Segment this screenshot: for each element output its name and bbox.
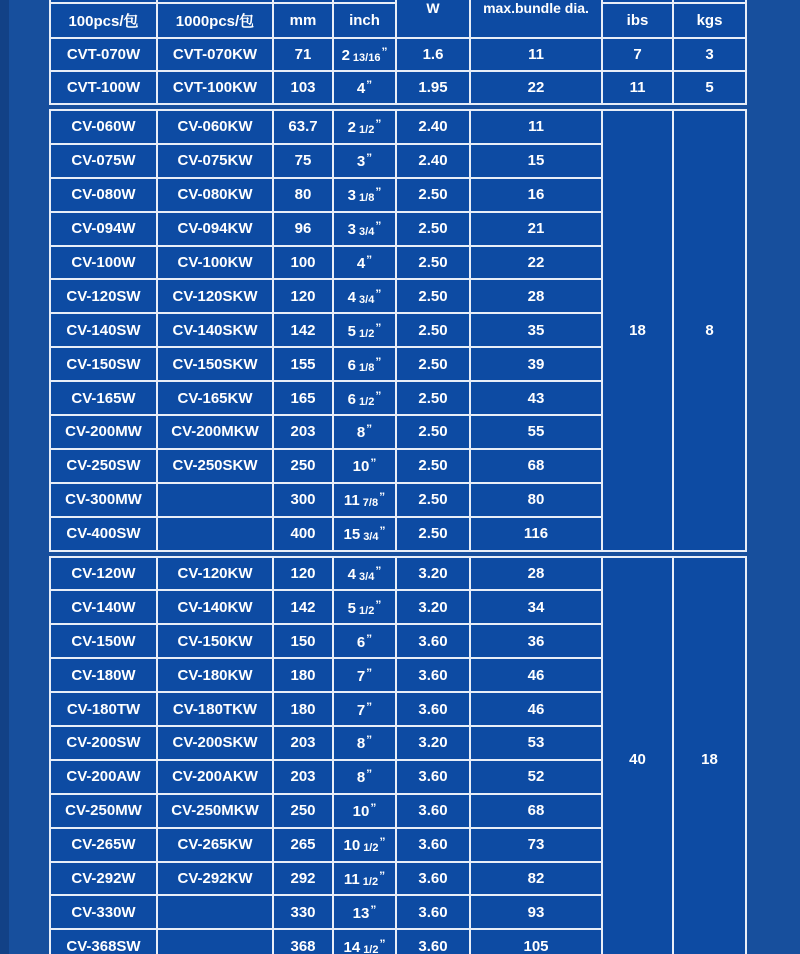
w-cell: 2.50 bbox=[397, 416, 469, 448]
w-cell: 2.50 bbox=[397, 382, 469, 414]
model-100-cell: CV-200MW bbox=[51, 416, 156, 448]
model-1000-cell: CV-150SKW bbox=[158, 348, 272, 380]
spec-table-group-2 bbox=[49, 109, 747, 552]
kgs-cell: 3 bbox=[674, 39, 745, 70]
model-1000-cell bbox=[158, 930, 272, 954]
spec-table-group-3 bbox=[49, 556, 747, 954]
model-1000-cell: CV-140SKW bbox=[158, 314, 272, 346]
inch-cell: 2 1/2” bbox=[334, 111, 395, 143]
w-cell: 3.60 bbox=[397, 795, 469, 827]
model-1000-cell: CV-265KW bbox=[158, 829, 272, 861]
inch-cell: 14 1/2” bbox=[334, 930, 395, 954]
bundle-dia-cell: 68 bbox=[471, 795, 601, 827]
bundle-dia-cell: 22 bbox=[471, 72, 601, 103]
inch-cell: 5 1/2” bbox=[334, 591, 395, 623]
ibs-merged-cell: 40 bbox=[603, 558, 672, 954]
model-1000-cell: CV-094KW bbox=[158, 213, 272, 245]
mm-cell: 203 bbox=[274, 727, 332, 759]
table-cell-stub bbox=[603, 0, 672, 2]
w-cell: 3.60 bbox=[397, 863, 469, 895]
model-1000-cell: CV-165KW bbox=[158, 382, 272, 414]
bundle-dia-cell: 11 bbox=[471, 39, 601, 70]
inch-cell: 11 7/8” bbox=[334, 484, 395, 516]
model-100-cell: CV-400SW bbox=[51, 518, 156, 550]
inch-cell: 3 1/8” bbox=[334, 179, 395, 211]
bundle-dia-cell: 82 bbox=[471, 863, 601, 895]
mm-cell: 103 bbox=[274, 72, 332, 103]
model-100-cell: CV-180W bbox=[51, 659, 156, 691]
bundle-dia-cell: 68 bbox=[471, 450, 601, 482]
w-cell: 3.60 bbox=[397, 896, 469, 928]
mm-cell: 96 bbox=[274, 213, 332, 245]
table-cell-stub bbox=[274, 0, 332, 2]
model-100-cell: CVT-100W bbox=[51, 72, 156, 103]
model-1000-cell: CV-120KW bbox=[158, 558, 272, 590]
model-1000-cell: CV-150KW bbox=[158, 625, 272, 657]
inch-cell: 8” bbox=[334, 416, 395, 448]
kgs-merged-cell: 8 bbox=[674, 111, 745, 550]
model-1000-cell bbox=[158, 518, 272, 550]
inch-cell: 11 1/2” bbox=[334, 863, 395, 895]
mm-cell: 400 bbox=[274, 518, 332, 550]
bundle-dia-cell: 28 bbox=[471, 280, 601, 312]
bundle-dia-cell: 43 bbox=[471, 382, 601, 414]
bundle-dia-cell: 80 bbox=[471, 484, 601, 516]
inch-cell: 4” bbox=[334, 247, 395, 279]
mm-cell: 142 bbox=[274, 314, 332, 346]
w-cell: 1.95 bbox=[397, 72, 469, 103]
inch-cell: 15 3/4” bbox=[334, 518, 395, 550]
bundle-dia-cell: 15 bbox=[471, 145, 601, 177]
model-1000-cell: CV-060KW bbox=[158, 111, 272, 143]
w-cell: 2.50 bbox=[397, 518, 469, 550]
bundle-dia-cell: 22 bbox=[471, 247, 601, 279]
inch-cell: 6 1/8” bbox=[334, 348, 395, 380]
w-cell: 2.50 bbox=[397, 280, 469, 312]
bundle-dia-cell: 34 bbox=[471, 591, 601, 623]
header-max-bundle-dia: max.bundle dia. bbox=[471, 0, 601, 37]
bundle-dia-cell: 93 bbox=[471, 896, 601, 928]
inch-cell: 4” bbox=[334, 72, 395, 103]
model-1000-cell: CV-140KW bbox=[158, 591, 272, 623]
spec-table bbox=[49, 0, 747, 954]
mm-cell: 265 bbox=[274, 829, 332, 861]
table-cell-stub bbox=[674, 0, 745, 2]
inch-cell: 6” bbox=[334, 625, 395, 657]
inch-cell: 4 3/4” bbox=[334, 558, 395, 590]
inch-cell: 5 1/2” bbox=[334, 314, 395, 346]
model-100-cell: CV-330W bbox=[51, 896, 156, 928]
mm-cell: 120 bbox=[274, 280, 332, 312]
model-100-cell: CV-120W bbox=[51, 558, 156, 590]
model-100-cell: CV-140W bbox=[51, 591, 156, 623]
bundle-dia-cell: 53 bbox=[471, 727, 601, 759]
inch-cell: 8” bbox=[334, 727, 395, 759]
w-cell: 2.50 bbox=[397, 450, 469, 482]
model-100-cell: CV-292W bbox=[51, 863, 156, 895]
inch-cell: 6 1/2” bbox=[334, 382, 395, 414]
model-1000-cell: CV-200SKW bbox=[158, 727, 272, 759]
w-cell: 2.50 bbox=[397, 213, 469, 245]
inch-cell: 10 1/2” bbox=[334, 829, 395, 861]
model-100-cell: CV-300MW bbox=[51, 484, 156, 516]
bundle-dia-cell: 46 bbox=[471, 693, 601, 725]
inch-cell: 3 3/4” bbox=[334, 213, 395, 245]
header-kgs: kgs bbox=[674, 4, 745, 37]
header-inch: inch bbox=[334, 4, 395, 37]
mm-cell: 150 bbox=[274, 625, 332, 657]
model-100-cell: CV-368SW bbox=[51, 930, 156, 954]
inch-cell: 7” bbox=[334, 693, 395, 725]
w-cell: 3.60 bbox=[397, 829, 469, 861]
model-100-cell: CV-165W bbox=[51, 382, 156, 414]
w-cell: 2.50 bbox=[397, 179, 469, 211]
mm-cell: 250 bbox=[274, 450, 332, 482]
mm-cell: 71 bbox=[274, 39, 332, 70]
kgs-merged-cell: 18 bbox=[674, 558, 745, 954]
model-1000-cell: CVT-100KW bbox=[158, 72, 272, 103]
model-100-cell: CV-180TW bbox=[51, 693, 156, 725]
w-cell: 3.60 bbox=[397, 625, 469, 657]
w-cell: 2.40 bbox=[397, 111, 469, 143]
model-100-cell: CVT-070W bbox=[51, 39, 156, 70]
mm-cell: 203 bbox=[274, 416, 332, 448]
bundle-dia-cell: 116 bbox=[471, 518, 601, 550]
header-1000pcs-per-bag: 1000pcs/包 bbox=[158, 4, 272, 37]
bundle-dia-cell: 52 bbox=[471, 761, 601, 793]
mm-cell: 142 bbox=[274, 591, 332, 623]
inch-cell: 4 3/4” bbox=[334, 280, 395, 312]
model-100-cell: CV-200AW bbox=[51, 761, 156, 793]
bundle-dia-cell: 46 bbox=[471, 659, 601, 691]
ibs-cell: 7 bbox=[603, 39, 672, 70]
ibs-merged-cell: 18 bbox=[603, 111, 672, 550]
bundle-dia-cell: 39 bbox=[471, 348, 601, 380]
model-100-cell: CV-140SW bbox=[51, 314, 156, 346]
w-cell: 3.60 bbox=[397, 693, 469, 725]
bundle-dia-cell: 21 bbox=[471, 213, 601, 245]
mm-cell: 180 bbox=[274, 659, 332, 691]
model-100-cell: CV-094W bbox=[51, 213, 156, 245]
model-100-cell: CV-060W bbox=[51, 111, 156, 143]
model-1000-cell: CV-075KW bbox=[158, 145, 272, 177]
w-cell: 3.20 bbox=[397, 558, 469, 590]
mm-cell: 63.7 bbox=[274, 111, 332, 143]
w-cell: 3.60 bbox=[397, 659, 469, 691]
header-100pcs-per-bag: 100pcs/包 bbox=[51, 4, 156, 37]
w-cell: 3.60 bbox=[397, 930, 469, 954]
model-1000-cell bbox=[158, 484, 272, 516]
model-100-cell: CV-100W bbox=[51, 247, 156, 279]
spec-table-header-section bbox=[49, 0, 747, 105]
left-edge-shade bbox=[0, 0, 9, 954]
w-cell: 2.50 bbox=[397, 247, 469, 279]
bundle-dia-cell: 105 bbox=[471, 930, 601, 954]
model-1000-cell: CV-292KW bbox=[158, 863, 272, 895]
model-1000-cell: CVT-070KW bbox=[158, 39, 272, 70]
bundle-dia-cell: 28 bbox=[471, 558, 601, 590]
model-100-cell: CV-150W bbox=[51, 625, 156, 657]
kgs-cell: 5 bbox=[674, 72, 745, 103]
bundle-dia-cell: 73 bbox=[471, 829, 601, 861]
table-cell-stub bbox=[334, 0, 395, 2]
mm-cell: 180 bbox=[274, 693, 332, 725]
mm-cell: 250 bbox=[274, 795, 332, 827]
bundle-dia-cell: 36 bbox=[471, 625, 601, 657]
inch-cell: 10” bbox=[334, 450, 395, 482]
model-1000-cell: CV-100KW bbox=[158, 247, 272, 279]
inch-cell: 3” bbox=[334, 145, 395, 177]
inch-cell: 8” bbox=[334, 761, 395, 793]
mm-cell: 300 bbox=[274, 484, 332, 516]
mm-cell: 75 bbox=[274, 145, 332, 177]
model-1000-cell: CV-120SKW bbox=[158, 280, 272, 312]
model-100-cell: CV-120SW bbox=[51, 280, 156, 312]
w-cell: 2.50 bbox=[397, 314, 469, 346]
model-1000-cell: CV-180TKW bbox=[158, 693, 272, 725]
w-cell: 2.50 bbox=[397, 484, 469, 516]
mm-cell: 165 bbox=[274, 382, 332, 414]
model-1000-cell bbox=[158, 896, 272, 928]
table-cell-stub bbox=[158, 0, 272, 2]
w-cell: 2.50 bbox=[397, 348, 469, 380]
mm-cell: 203 bbox=[274, 761, 332, 793]
w-cell: 3.20 bbox=[397, 727, 469, 759]
bundle-dia-cell: 16 bbox=[471, 179, 601, 211]
model-100-cell: CV-200SW bbox=[51, 727, 156, 759]
model-1000-cell: CV-250SKW bbox=[158, 450, 272, 482]
model-100-cell: CV-150SW bbox=[51, 348, 156, 380]
ibs-cell: 11 bbox=[603, 72, 672, 103]
mm-cell: 120 bbox=[274, 558, 332, 590]
model-1000-cell: CV-250MKW bbox=[158, 795, 272, 827]
mm-cell: 100 bbox=[274, 247, 332, 279]
bundle-dia-cell: 55 bbox=[471, 416, 601, 448]
table-cell-stub bbox=[51, 0, 156, 2]
w-cell: 3.20 bbox=[397, 591, 469, 623]
header-width-w: W bbox=[397, 0, 469, 37]
model-1000-cell: CV-080KW bbox=[158, 179, 272, 211]
model-1000-cell: CV-180KW bbox=[158, 659, 272, 691]
inch-cell: 7” bbox=[334, 659, 395, 691]
header-ibs: ibs bbox=[603, 4, 672, 37]
bundle-dia-cell: 35 bbox=[471, 314, 601, 346]
mm-cell: 80 bbox=[274, 179, 332, 211]
mm-cell: 155 bbox=[274, 348, 332, 380]
w-cell: 3.60 bbox=[397, 761, 469, 793]
mm-cell: 292 bbox=[274, 863, 332, 895]
mm-cell: 330 bbox=[274, 896, 332, 928]
model-100-cell: CV-265W bbox=[51, 829, 156, 861]
bundle-dia-cell: 11 bbox=[471, 111, 601, 143]
model-1000-cell: CV-200MKW bbox=[158, 416, 272, 448]
w-cell: 2.40 bbox=[397, 145, 469, 177]
inch-cell: 10” bbox=[334, 795, 395, 827]
model-100-cell: CV-075W bbox=[51, 145, 156, 177]
model-100-cell: CV-080W bbox=[51, 179, 156, 211]
model-100-cell: CV-250MW bbox=[51, 795, 156, 827]
inch-cell: 2 13/16” bbox=[334, 39, 395, 70]
model-100-cell: CV-250SW bbox=[51, 450, 156, 482]
mm-cell: 368 bbox=[274, 930, 332, 954]
model-1000-cell: CV-200AKW bbox=[158, 761, 272, 793]
inch-cell: 13” bbox=[334, 896, 395, 928]
header-mm: mm bbox=[274, 4, 332, 37]
w-cell: 1.6 bbox=[397, 39, 469, 70]
